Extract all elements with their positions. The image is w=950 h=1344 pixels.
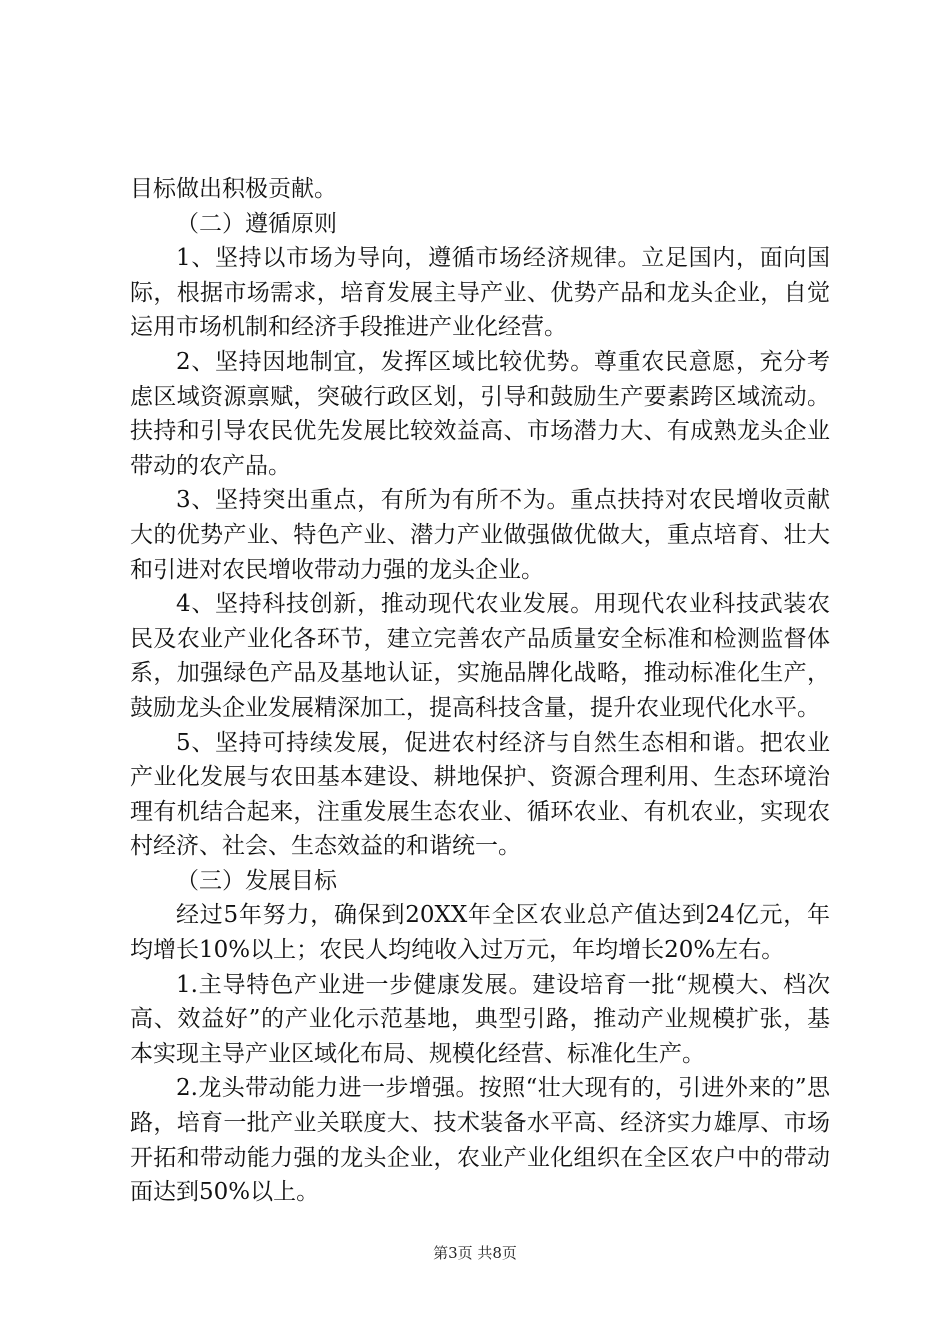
paragraph-goal-1: 1.主导特色产业进一步健康发展。建设培育一批“规模大、档次高、效益好”的产业化示范基地，典型引路，推动产业规模扩张，基本实现主导产业区域化布局、规模化经营、标准化生产。 [130,971,830,1067]
paragraph-principle-5: 5、坚持可持续发展，促进农村经济与自然生态相和谐。把农业产业化发展与农田基本建设、耕地保护、资源合理利用、生态环境治理有机结合起来，注重发展生态农业、循环农业、有机农业，实现农村经济、社会、生态效益的和谐统一。 [130,729,830,860]
paragraph-goal-2: 2.龙头带动能力进一步增强。按照“壮大现有的，引进外来的”思路，培育一批产业关联度大、技术装备水平高、经济实力雄厚、市场开拓和带动能力强的龙头企业，农业产业化组织在全区农户中的带动面达到50%以上。 [130,1075,830,1206]
paragraph-principle-2: 2、坚持因地制宜，发挥区域比较优势。尊重农民意愿，充分考虑区域资源禀赋，突破行政区划，引导和鼓励生产要素跨区域流动。扶持和引导农民优先发展比较效益高、市场潜力大、有成熟龙头企业带动的农产品。 [130,348,830,479]
paragraph-principle-4: 4、坚持科技创新，推动现代农业发展。用现代农业科技武装农民及农业产业化各环节，建立完善农产品质量安全标准和检测监督体系，加强绿色产品及基地认证，实施品牌化战略，推动标准化生产，鼓励龙头企业发展精深加工，提高科技含量，提升农业现代化水平。 [130,591,830,721]
paragraph-continuation: 目标做出积极贡献。 [130,176,337,202]
section-heading-goals: （三）发展目标 [176,867,337,894]
page-footer: 第3页 共8页 [433,1244,517,1262]
paragraph-principle-3: 3、坚持突出重点，有所为有所不为。重点扶持对农民增收贡献大的优势产业、特色产业、潜力产业做强做优做大，重点培育、壮大和引进对农民增收带动力强的龙头企业。 [130,487,830,583]
paragraph-principle-1: 1、坚持以市场为导向，遵循市场经济规律。立足国内，面向国际，根据市场需求，培育发展主导产业、优势产品和龙头企业，自觉运用市场机制和经济手段推进产业化经营。 [130,245,830,341]
section-heading-principles: （二）遵循原则 [176,210,337,237]
document-body [130,172,830,1210]
paragraph-goals-summary: 经过5年努力，确保到20XX年全区农业总产值达到24亿元，年均增长10%以上；农民人均纯收入过万元，年均增长20%左右。 [130,902,830,964]
